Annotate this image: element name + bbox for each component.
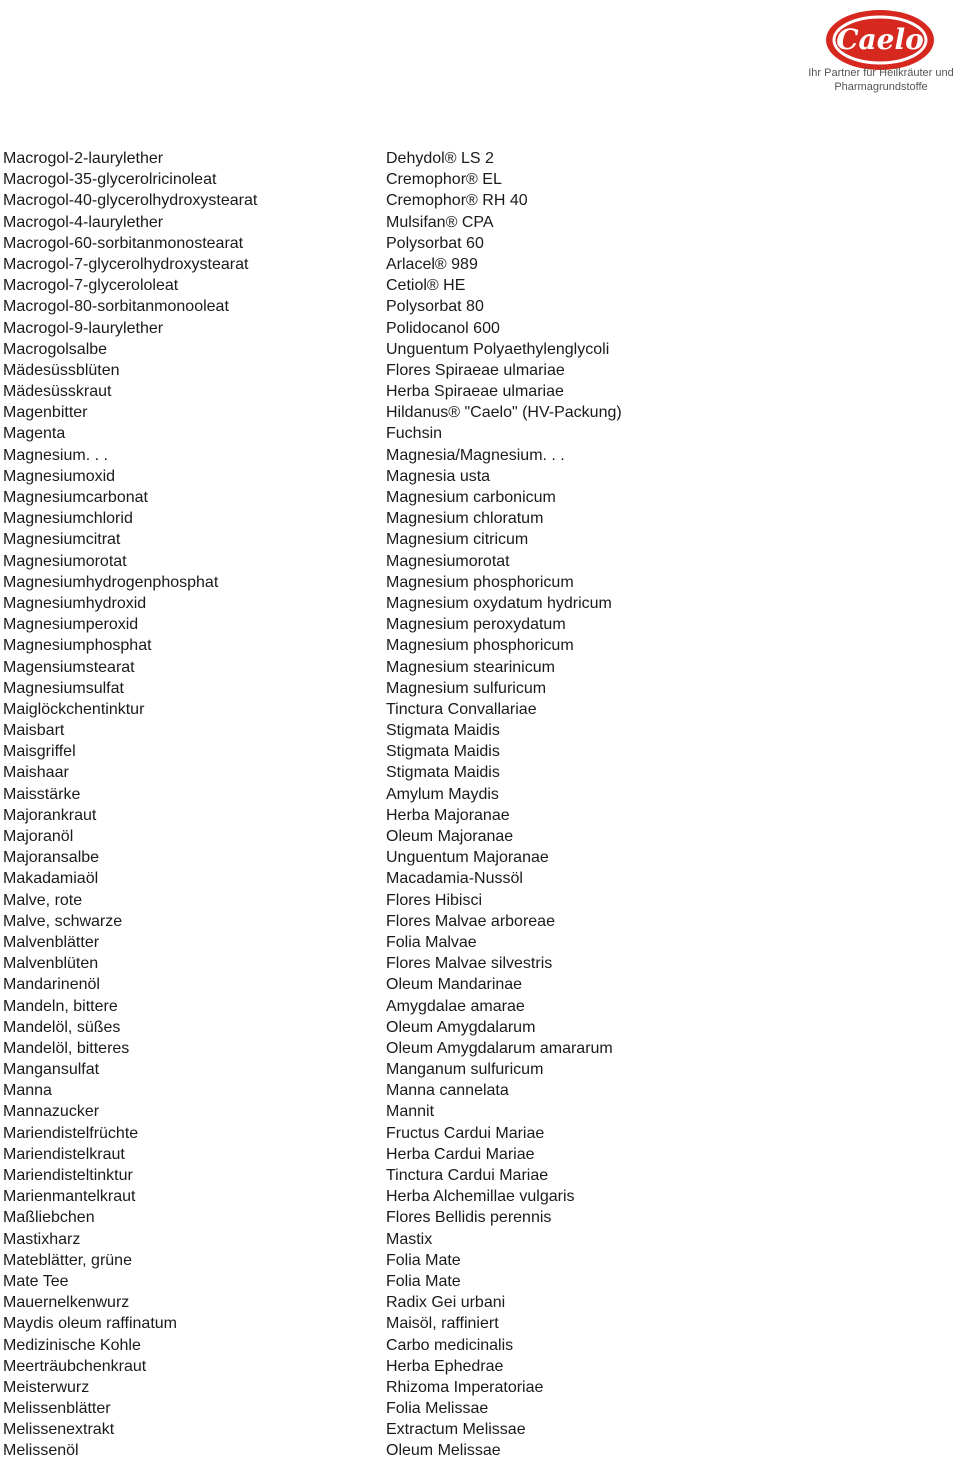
entry-synonym: Unguentum Majoranae: [386, 849, 549, 867]
entry-synonym: Magnesia usta: [386, 467, 491, 485]
caelo-logo-emblem: [824, 8, 936, 72]
list-item: [3, 233, 953, 254]
entry-term: Macrogol-35-glycerolricinoleat: [3, 171, 217, 189]
entry-term: Maydis oleum raffinatum: [3, 1315, 177, 1333]
entry-term: Macrogol-2-laurylether: [3, 150, 164, 167]
list-item: [3, 635, 953, 656]
caelo-logo: [800, 6, 960, 96]
list-item: [3, 318, 953, 339]
entry-synonym: Magnesia/Magnesium. . .: [386, 446, 565, 464]
entry-synonym: Mastix: [386, 1230, 433, 1248]
entry-term: Mandelöl, bitteres: [3, 1039, 130, 1057]
logo-tagline-line2: Pharmagrundstoffe: [834, 81, 928, 93]
entry-term: Mannazucker: [3, 1103, 100, 1121]
entry-term: Mauernelkenwurz: [3, 1294, 130, 1312]
synonym-list: [3, 148, 953, 1462]
list-item: [3, 911, 953, 932]
entry-term: Mangansulfat: [3, 1061, 100, 1079]
entry-term: Macrogolsalbe: [3, 340, 108, 358]
entry-synonym: Flores Malvae silvestris: [386, 955, 553, 973]
list-item: [3, 1165, 953, 1186]
list-item: [3, 1080, 953, 1101]
entry-term: Melissenöl: [3, 1442, 79, 1460]
entry-term: Magnesiumorotat: [3, 552, 127, 570]
entry-term: Magnesiumcarbonat: [3, 489, 148, 506]
entry-synonym: Cremophor® RH 40: [386, 192, 528, 210]
logo-wordmark: Caelo: [836, 23, 924, 56]
entry-synonym: Folia Mate: [386, 1272, 461, 1290]
entry-synonym: Manganum sulfuricum: [386, 1061, 544, 1079]
list-item: [3, 614, 953, 635]
entry-term: Mateblätter, grüne: [3, 1251, 132, 1269]
entry-term: Macrogol-4-laurylether: [3, 213, 164, 231]
entry-synonym: Oleum Amygdalarum amararum: [386, 1039, 613, 1057]
list-item: [3, 657, 953, 678]
entry-term: Malve, rote: [3, 891, 83, 909]
entry-term: Majorankraut: [3, 806, 97, 824]
list-item: [3, 1229, 953, 1250]
entry-synonym: Magnesium oxydatum hydricum: [386, 594, 612, 612]
list-item: [3, 508, 953, 529]
list-item: [3, 868, 953, 889]
entry-synonym: Folia Mate: [386, 1251, 461, 1269]
list-item: [3, 551, 953, 572]
entry-synonym: Oleum Amygdalarum: [386, 1018, 536, 1036]
list-item: [3, 678, 953, 699]
list-item: [3, 1356, 953, 1377]
entry-synonym: Herba Ephedrae: [386, 1357, 504, 1375]
entry-synonym: Macadamia-Nussöl: [386, 870, 523, 888]
entry-synonym: Radix Gei urbani: [386, 1294, 506, 1312]
entry-term: Majoransalbe: [3, 849, 100, 867]
logo-tagline-line1: Ihr Partner für Heilkräuter und: [808, 67, 954, 79]
entry-synonym: Dehydol® LS 2: [386, 150, 494, 167]
list-item: [3, 1398, 953, 1419]
list-item: [3, 784, 953, 805]
list-item: [3, 296, 953, 317]
list-item: [3, 762, 953, 783]
list-item: [3, 529, 953, 550]
list-item: [3, 826, 953, 847]
entry-synonym: Flores Malvae arboreae: [386, 912, 555, 930]
entry-term: Majoranöl: [3, 828, 74, 845]
entry-synonym: Oleum Melissae: [386, 1442, 501, 1460]
entry-term: Manna: [3, 1082, 52, 1100]
list-item: [3, 1207, 953, 1228]
list-item: [3, 1017, 953, 1038]
list-item: [3, 699, 953, 720]
entry-synonym: Magnesium peroxydatum: [386, 616, 566, 634]
entry-term: Maßliebchen: [3, 1209, 95, 1227]
entry-synonym: Hildanus® "Caelo" (HV-Packung): [386, 404, 622, 422]
entry-term: Magenbitter: [3, 404, 88, 422]
entry-term: Melissenextrakt: [3, 1421, 115, 1439]
list-item: [3, 339, 953, 360]
entry-synonym: Tinctura Convallariae: [386, 700, 537, 718]
entry-synonym: Maisöl, raffiniert: [386, 1315, 499, 1333]
entry-synonym: Herba Majoranae: [386, 806, 510, 824]
entry-term: Mariendistelfrüchte: [3, 1124, 139, 1142]
logo-tagline: [802, 66, 960, 94]
entry-term: Mädesüssblüten: [3, 361, 120, 379]
list-item: [3, 1377, 953, 1398]
list-item: [3, 741, 953, 762]
entry-term: Magnesiumphosphat: [3, 637, 152, 655]
list-item: [3, 1250, 953, 1271]
entry-term: Mandarinenöl: [3, 976, 100, 994]
list-item: [3, 890, 953, 911]
entry-term: Marienmantelkraut: [3, 1188, 136, 1206]
entry-term: Macrogol-7-glycerololeat: [3, 277, 179, 295]
list-item: [3, 974, 953, 995]
entry-term: Maisbart: [3, 722, 65, 740]
entry-synonym: Fructus Cardui Mariae: [386, 1124, 545, 1142]
list-item: [3, 1123, 953, 1144]
entry-term: Macrogol-80-sorbitanmonooleat: [3, 298, 229, 316]
list-item: [3, 1101, 953, 1122]
entry-synonym: Magnesium stearinicum: [386, 658, 555, 676]
entry-synonym: Herba Alchemillae vulgaris: [386, 1188, 575, 1206]
entry-synonym: Stigmata Maidis: [386, 743, 500, 761]
list-item: [3, 423, 953, 444]
entry-term: Magnesium. . .: [3, 446, 108, 464]
entry-term: Magnesiumoxid: [3, 467, 116, 485]
list-item: [3, 1335, 953, 1356]
entry-synonym: Mannit: [386, 1103, 435, 1121]
list-item: [3, 381, 953, 402]
list-item: [3, 169, 953, 190]
entry-synonym: Carbo medicinalis: [386, 1336, 514, 1354]
entry-term: Magnesiumsulfat: [3, 679, 124, 697]
entry-synonym: Herba Cardui Mariae: [386, 1145, 535, 1163]
entry-synonym: Polysorbat 80: [386, 298, 484, 316]
entry-term: Maishaar: [3, 764, 69, 782]
entry-term: Macrogol-40-glycerolhydroxystearat: [3, 192, 258, 210]
entry-synonym: Unguentum Polyaethylenglycoli: [386, 340, 610, 358]
entry-synonym: Cetiol® HE: [386, 277, 466, 295]
entry-synonym: Flores Bellidis perennis: [386, 1209, 552, 1227]
entry-synonym: Extractum Melissae: [386, 1421, 526, 1439]
list-item: [3, 402, 953, 423]
list-item: [3, 1144, 953, 1165]
entry-term: Magnesiumcitrat: [3, 531, 121, 549]
entry-term: Magnesiumhydrogenphosphat: [3, 573, 219, 591]
entry-term: Medizinische Kohle: [3, 1336, 141, 1354]
entry-term: Magnesiumperoxid: [3, 616, 139, 634]
entry-synonym: Magnesium phosphoricum: [386, 573, 574, 591]
list-item: [3, 1186, 953, 1207]
entry-synonym: Magnesium carbonicum: [386, 489, 556, 506]
entry-term: Macrogol-60-sorbitanmonostearat: [3, 234, 244, 252]
entry-term: Maiglöckchentinktur: [3, 700, 145, 718]
entry-synonym: Magnesium sulfuricum: [386, 679, 547, 697]
list-item: [3, 996, 953, 1017]
entry-synonym: Magnesium phosphoricum: [386, 637, 574, 655]
entry-synonym: Arlacel® 989: [386, 255, 478, 273]
entry-term: Magensiumstearat: [3, 658, 135, 676]
list-item: [3, 953, 953, 974]
list-item: [3, 445, 953, 466]
entry-synonym: Magnesium citricum: [386, 531, 529, 549]
entry-term: Malve, schwarze: [3, 912, 123, 930]
entry-term: Mädesüsskraut: [3, 383, 112, 401]
list-item: [3, 1038, 953, 1059]
entry-term: Makadamiaöl: [3, 870, 99, 888]
entry-synonym: Flores Spiraeae ulmariae: [386, 361, 565, 379]
entry-term: Magenta: [3, 425, 66, 443]
entry-term: Mandelöl, süßes: [3, 1018, 121, 1036]
entry-synonym: Tinctura Cardui Mariae: [386, 1167, 549, 1184]
entry-synonym: Oleum Majoranae: [386, 828, 514, 845]
list-item: [3, 148, 953, 169]
list-item: [3, 1419, 953, 1440]
list-item: [3, 466, 953, 487]
entry-term: Magnesiumhydroxid: [3, 594, 147, 612]
list-item: [3, 1313, 953, 1334]
list-item: [3, 847, 953, 868]
entry-synonym: Mulsifan® CPA: [386, 213, 494, 231]
list-item: [3, 254, 953, 275]
entry-term: Mate Tee: [3, 1272, 69, 1290]
list-item: [3, 360, 953, 381]
list-item: [3, 593, 953, 614]
entry-synonym: Polidocanol 600: [386, 319, 500, 337]
entry-synonym: Cremophor® EL: [386, 171, 502, 189]
entry-term: Mandeln, bittere: [3, 997, 118, 1015]
entry-term: Meisterwurz: [3, 1378, 90, 1396]
entry-term: Maisstärke: [3, 785, 81, 803]
entry-term: Meerträubchenkraut: [3, 1357, 147, 1375]
list-item: [3, 190, 953, 211]
list-item: [3, 1059, 953, 1080]
entry-term: Melissenblätter: [3, 1400, 111, 1418]
entry-synonym: Fuchsin: [386, 425, 443, 443]
entry-synonym: Manna cannelata: [386, 1082, 509, 1100]
entry-term: Magnesiumchlorid: [3, 510, 133, 528]
list-item: [3, 932, 953, 953]
entry-term: Mastixharz: [3, 1230, 81, 1248]
entry-synonym: Amygdalae amarae: [386, 997, 525, 1015]
entry-synonym: Amylum Maydis: [386, 785, 499, 803]
list-item: [3, 572, 953, 593]
entry-term: Malvenblätter: [3, 933, 100, 951]
entry-term: Maisgriffel: [3, 743, 76, 761]
list-item: [3, 487, 953, 508]
entry-synonym: Polysorbat 60: [386, 234, 484, 252]
entry-synonym: Magnesiumorotat: [386, 552, 510, 570]
list-item: [3, 212, 953, 233]
list-item: [3, 1271, 953, 1292]
entry-synonym: Magnesium chloratum: [386, 510, 544, 528]
list-item: [3, 275, 953, 296]
entry-synonym: Oleum Mandarinae: [386, 976, 523, 994]
entry-synonym: Folia Melissae: [386, 1400, 489, 1418]
entry-term: Mariendisteltinktur: [3, 1167, 133, 1184]
entry-synonym: Flores Hibisci: [386, 891, 483, 909]
list-item: [3, 720, 953, 741]
entry-synonym: Herba Spiraeae ulmariae: [386, 383, 564, 401]
entry-synonym: Stigmata Maidis: [386, 764, 500, 782]
entry-term: Macrogol-9-laurylether: [3, 319, 164, 337]
entry-term: Malvenblüten: [3, 955, 99, 973]
entry-term: Mariendistelkraut: [3, 1145, 125, 1163]
entry-synonym: Stigmata Maidis: [386, 722, 500, 740]
list-item: [3, 1292, 953, 1313]
list-item: [3, 805, 953, 826]
entry-synonym: Folia Malvae: [386, 933, 477, 951]
entry-synonym: Rhizoma Imperatoriae: [386, 1378, 544, 1396]
entry-term: Macrogol-7-glycerolhydroxystearat: [3, 255, 249, 273]
list-item: [3, 1440, 953, 1461]
